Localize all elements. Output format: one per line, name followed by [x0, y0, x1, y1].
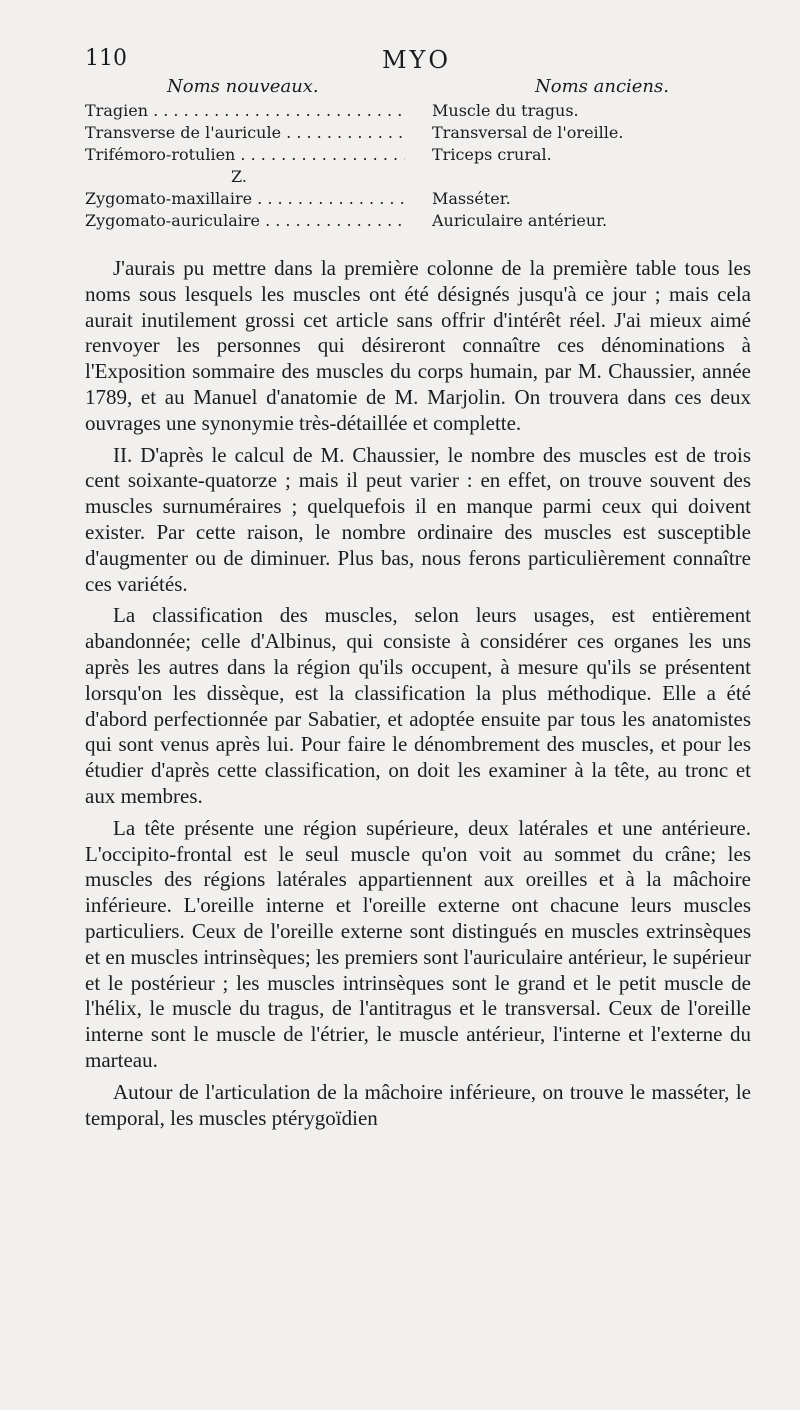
table-row	[85, 122, 748, 144]
new-names-heading: Noms nouveaux.	[167, 76, 319, 97]
old-name: Masséter.	[432, 189, 511, 208]
old-name: Muscle du tragus.	[432, 101, 579, 120]
running-title: MYO	[381, 46, 452, 74]
old-name: Triceps crural.	[432, 145, 552, 164]
new-name: Zygomato-auriculaire . . .	[85, 210, 405, 232]
new-name: Tragien . . .	[85, 100, 405, 122]
old-names-heading: Noms anciens.	[535, 76, 669, 97]
new-name: Zygomato-maxillaire . . .	[85, 188, 405, 210]
paragraph: J'aurais pu mettre dans la première colonne de la première table tous les noms sous lesquels les muscles ont été désignés jusqu'à ce jour ; mais cela aurait inutilement grossi cet article sans offrir d'intérêt réel. J'ai mieux aimé renvoyer les personnes qui désireront connaître ces dénominations à l'Exposition sommaire des muscles du corps humain, par M. Chaussier, année 1789, et au Manuel d'anatomie de M. Marjolin. On trouvera dans ces deux ouvrages une synonymie très-détaillée et complette.	[85, 256, 751, 435]
page-header	[85, 46, 748, 80]
old-name: Auriculaire antérieur.	[432, 211, 608, 230]
old-name: Transversal de l'oreille.	[432, 123, 624, 142]
section-letter: Z.	[231, 167, 247, 186]
paragraph: Autour de l'articulation de la mâchoire inférieure, on trouve le masséter, le temporal, les muscles ptérygoïdien	[85, 1079, 751, 1130]
table-row	[85, 210, 748, 232]
paragraph: II. D'après le calcul de M. Chaussier, le nombre des muscles est de trois cent soixante-quatorze ; mais il peut varier : en effet, on trouve souvent des muscles surnuméraires ; quelquefois il en manque parmi ceux qui doivent exister. Par cette raison, le nombre ordinaire des muscles est susceptible d'augmenter ou de diminuer. Plus bas, nous ferons particulièrement connaître ces variétés.	[85, 442, 751, 596]
table-row	[85, 188, 748, 210]
body-text	[85, 256, 751, 1131]
paragraph: La tête présente une région supérieure, deux latérales et une antérieure. L'occipito-frontal est le seul muscle qu'on voit au sommet du crâne; les muscles des régions latérales appartiennent aux oreilles et à la mâchoire inférieure. L'oreille interne et l'oreille externe ont chacune leurs muscles particuliers. Ceux de l'oreille externe sont distingués en muscles extrinsèques et en muscles intrinsèques; les premiers sont l'auriculaire antérieur, le supérieur et le postérieur ; les muscles intrinsèques sont le grand et le petit muscle de l'hélix, le muscle du tragus, de l'antitragus et le transversal. Ceux de l'oreille interne sont le muscle de l'étrier, le muscle antérieur, l'interne et l'externe du marteau.	[85, 815, 751, 1072]
new-name: Trifémoro-rotulien . . .	[85, 144, 405, 166]
table-row	[85, 144, 748, 166]
table-row	[85, 100, 748, 122]
synonym-table	[85, 100, 748, 232]
paragraph: La classification des muscles, selon leurs usages, est entièrement abandonnée; celle d'Albinus, qui consiste à considérer ces organes les uns après les autres dans la région qu'ils occupent, à mesure qu'ils se présentent lorsqu'on les dissèque, est la classification la plus méthodique. Elle a été d'abord perfectionnée par Sabatier, et adoptée ensuite par tous les anatomistes qui sont venus après lui. Pour faire le dénombrement des muscles, et pour les étudier d'après cette classification, on doit les examiner à la tête, au tronc et aux membres.	[85, 603, 751, 808]
page-number: 110	[85, 46, 127, 71]
new-name: Transverse de l'auricule . . .	[85, 122, 405, 144]
column-headings	[85, 76, 748, 102]
